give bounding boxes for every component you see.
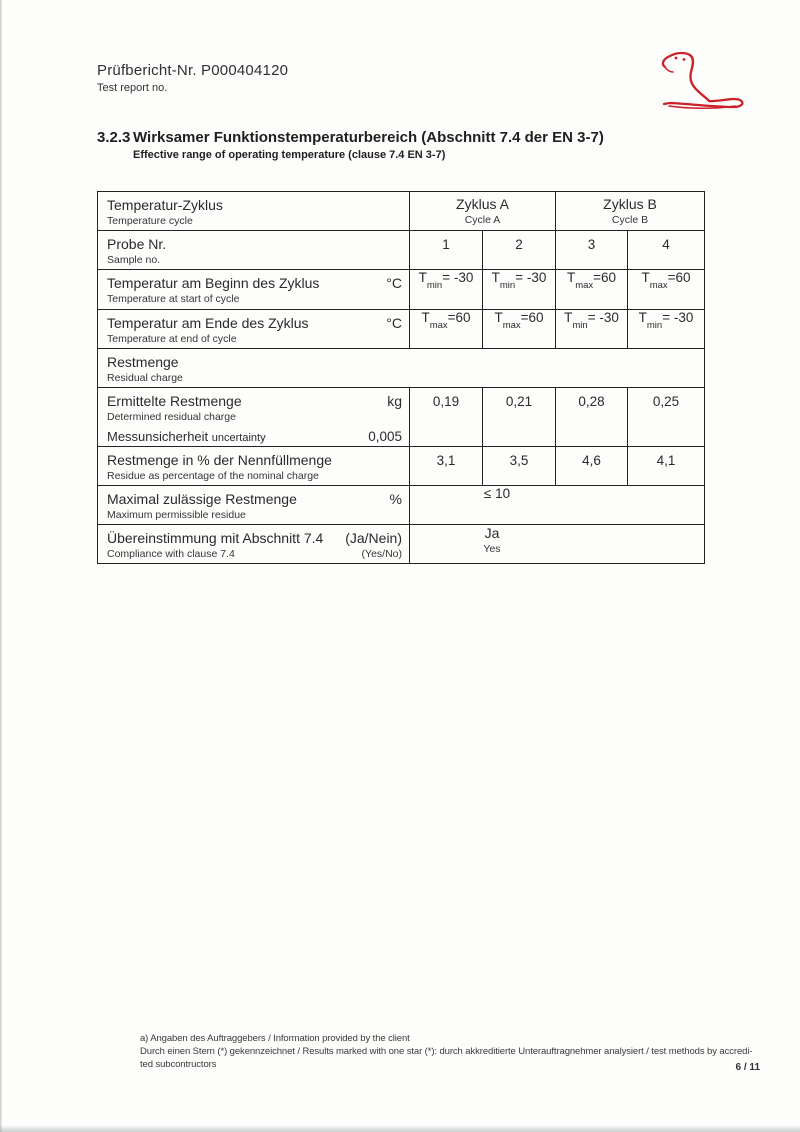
cell-temp-start-3	[556, 270, 628, 310]
t-value: = -30	[662, 310, 694, 325]
label-de: Übereinstimmung mit Abschnitt 7.4	[107, 530, 324, 546]
report-number: Prüfbericht-Nr. P000404120	[97, 62, 289, 79]
compliance-value-en: Yes	[483, 543, 501, 555]
uncertainty-line	[107, 429, 402, 444]
t-symbol: T	[421, 310, 430, 325]
animal-sketch-logo-icon	[645, 40, 755, 110]
label-en: Cycle A	[464, 214, 501, 226]
unit-label: °C	[386, 275, 402, 291]
scan-edge-artifact-bottom	[0, 1125, 800, 1132]
label-de: Restmenge in % der Nennfüllmenge	[107, 452, 332, 468]
compliance-value-de: Ja	[484, 525, 500, 541]
label-de: Restmenge	[107, 354, 179, 370]
unit-label: °C	[386, 315, 402, 331]
unit-label: %	[389, 491, 402, 507]
cell-residual-percent-label	[98, 447, 410, 486]
t-symbol: T	[641, 270, 650, 285]
t-subscript: min	[426, 279, 443, 291]
t-symbol: T	[638, 310, 647, 325]
yes-no-label-en: (Yes/No)	[361, 548, 402, 560]
label-en: Residue as percentage of the nominal charge	[107, 470, 319, 482]
cell-residual-3: 0,28	[556, 388, 628, 447]
cell-temp-start-label	[98, 270, 410, 310]
label-de: Ermittelte Restmenge	[107, 393, 242, 409]
t-symbol: T	[564, 310, 573, 325]
cell-temperature-cycle-label	[98, 192, 410, 231]
uncertainty-label-en: uncertainty	[211, 432, 266, 444]
table-row-max-permissible	[98, 486, 705, 525]
cell-sample-1: 1	[410, 231, 483, 270]
yes-no-label-de: (Ja/Nein)	[345, 530, 402, 546]
cell-percent-4: 4,1	[628, 447, 705, 486]
temperature-cycle-table	[97, 191, 705, 564]
label-en: Sample no.	[107, 254, 161, 266]
cell-max-permissible-label	[98, 486, 410, 525]
t-symbol: T	[494, 310, 503, 325]
cell-temp-start-4	[628, 270, 705, 310]
t-subscript: max	[429, 319, 448, 331]
report-number-block	[97, 62, 288, 94]
cell-percent-2: 3,5	[483, 447, 556, 486]
t-value: =60	[593, 270, 617, 285]
label-de: Temperatur am Ende des Zyklus	[107, 315, 309, 331]
cell-compliance-label	[98, 525, 410, 564]
table-row-determined-residual	[98, 388, 705, 447]
table-row-temp-end	[98, 310, 705, 349]
cell-residual-charge-section	[98, 349, 705, 388]
cell-temp-start-1	[410, 270, 483, 310]
cell-sample-4: 4	[628, 231, 705, 270]
cell-max-permissible-value: ≤ 10	[410, 486, 705, 525]
cell-percent-1: 3,1	[410, 447, 483, 486]
label-de: Temperatur-Zyklus	[107, 197, 223, 213]
cell-temp-start-2	[483, 270, 556, 310]
section-number: 3.2.3	[97, 129, 131, 146]
label-en: Temperature cycle	[107, 215, 193, 227]
cell-cycle-b-header	[556, 192, 705, 231]
footer-note-line2: Durch einen Stern (*) gekennzeichnet / Results marked with one star (*): durch akkreditierte Unterauftragnehmer analysiert / test methods by accredi-	[140, 1046, 753, 1057]
t-value: =60	[520, 310, 544, 325]
t-value: = -30	[587, 310, 619, 325]
table-row-residual-charge-section	[98, 349, 705, 388]
section-title-de-text: Wirksamer Funktionstemperaturbereich (Abschnitt 7.4 der EN 3-7)	[133, 129, 604, 146]
t-value: = -30	[442, 270, 474, 285]
cell-temp-end-3	[556, 310, 628, 349]
t-value: =60	[667, 270, 691, 285]
cell-sample-no-label	[98, 231, 410, 270]
page-number: 6 / 11	[735, 1062, 760, 1073]
footer-note-line3: ted subcontructors	[140, 1059, 217, 1070]
scan-edge-artifact-left	[0, 0, 2, 1132]
section-title-de	[97, 129, 604, 146]
cell-temp-end-4	[628, 310, 705, 349]
t-symbol: T	[418, 270, 427, 285]
uncertainty-label-de: Messunsicherheit	[107, 429, 209, 444]
label-de: Probe Nr.	[107, 236, 167, 252]
cell-temp-end-label	[98, 310, 410, 349]
label-de: Maximal zulässige Restmenge	[107, 491, 297, 507]
cell-temp-end-2	[483, 310, 556, 349]
footer-notes	[140, 1032, 780, 1071]
cell-cycle-a-header	[410, 192, 556, 231]
label-en: Cycle B	[611, 214, 649, 226]
table-row-compliance	[98, 525, 705, 564]
unit-label: kg	[387, 393, 402, 409]
label-en: Residual charge	[107, 372, 183, 384]
cell-residual-4: 0,25	[628, 388, 705, 447]
footer-note-line1: a) Angaben des Auftraggebers / Information provided by the client	[140, 1033, 410, 1044]
cell-compliance-value	[410, 525, 705, 564]
cell-sample-3: 3	[556, 231, 628, 270]
t-subscript: max	[649, 279, 668, 291]
table-row-residual-percent	[98, 447, 705, 486]
cell-temp-end-1	[410, 310, 483, 349]
label-de: Zyklus A	[456, 196, 509, 212]
t-subscript: min	[646, 319, 663, 331]
t-symbol: T	[491, 270, 500, 285]
t-subscript: max	[502, 319, 521, 331]
label-en: Compliance with clause 7.4	[107, 548, 235, 560]
uncertainty-value: 0,005	[368, 429, 402, 444]
cell-residual-2: 0,21	[483, 388, 556, 447]
cell-residual-1: 0,19	[410, 388, 483, 447]
label-en: Temperature at start of cycle	[107, 293, 240, 305]
cell-sample-2: 2	[483, 231, 556, 270]
label-de: Zyklus B	[603, 196, 657, 212]
t-subscript: min	[499, 279, 516, 291]
label-en: Maximum permissible residue	[107, 509, 246, 521]
t-subscript: max	[575, 279, 594, 291]
cell-percent-3: 4,6	[556, 447, 628, 486]
table-row-temp-start	[98, 270, 705, 310]
table-row-header	[98, 192, 705, 231]
report-number-translation: Test report no.	[97, 82, 168, 94]
section-heading	[97, 129, 604, 161]
label-en: Determined residual charge	[107, 411, 236, 423]
section-title-en: Effective range of operating temperature (clause 7.4 EN 3-7)	[133, 149, 446, 161]
t-value: =60	[447, 310, 471, 325]
t-symbol: T	[566, 270, 576, 285]
label-en: Temperature at end of cycle	[107, 333, 237, 345]
cell-determined-residual-label	[98, 388, 410, 447]
t-subscript: min	[572, 319, 588, 331]
table-row-sample-no	[98, 231, 705, 270]
t-value: = -30	[515, 270, 547, 285]
label-de: Temperatur am Beginn des Zyklus	[107, 275, 320, 291]
